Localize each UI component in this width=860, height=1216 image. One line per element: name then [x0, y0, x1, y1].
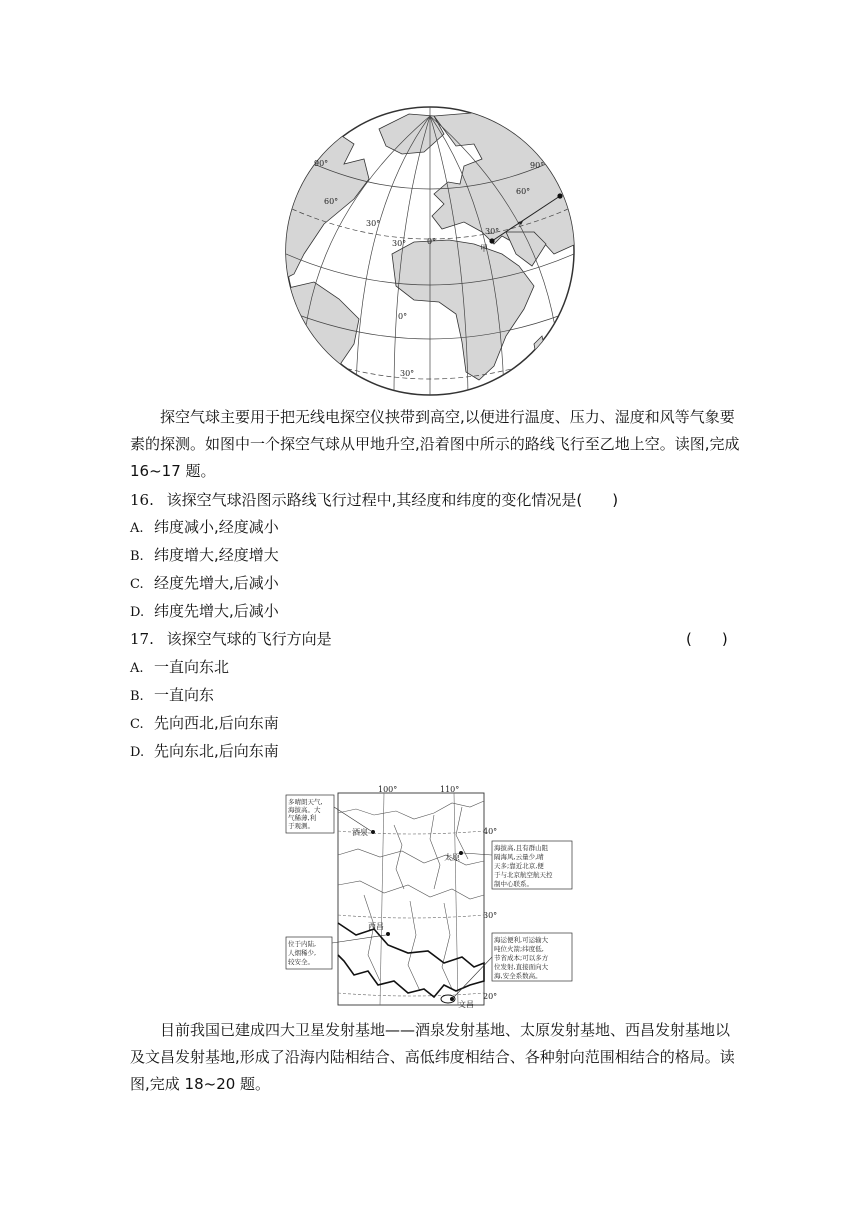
- lon-label-0: 0°: [427, 237, 437, 246]
- xichang-label: 西昌: [368, 922, 384, 931]
- lon-label-110: 110°: [440, 785, 460, 794]
- q17-option-c[interactable]: C. 先向西北,后向东南: [130, 714, 279, 732]
- svg-text:天多;靠近北京,便: 天多;靠近北京,便: [494, 862, 544, 870]
- question-17-number: 17.: [130, 630, 154, 648]
- lat-label-30: 30°: [483, 911, 498, 920]
- question-16-number: 16.: [130, 491, 154, 509]
- equator-label: 0°: [398, 312, 408, 321]
- jiuquan-label: 酒泉: [352, 828, 368, 837]
- question-17-bracket: ( ): [686, 630, 728, 648]
- q17-option-b[interactable]: B. 一直向东: [130, 686, 215, 704]
- lat-label-60-left: 60°: [324, 197, 339, 206]
- lat-label-30b-left: 30°: [392, 239, 407, 248]
- question-16-stem: [130, 487, 618, 513]
- lat-label-20: 20°: [483, 992, 498, 1001]
- lat-label-30-right: 30°: [485, 227, 500, 236]
- svg-text:位发射,直接面向大: 位发射,直接面向大: [494, 963, 549, 971]
- svg-text:隔海风,云量少,晴: 隔海风,云量少,晴: [494, 853, 544, 861]
- q16-option-d[interactable]: D. 纬度先增大,后减小: [130, 602, 279, 620]
- taiyuan-label: 太原: [444, 853, 460, 862]
- lat-label-40: 40°: [483, 827, 498, 836]
- question-17-stem: [130, 626, 332, 652]
- svg-text:人烟稀少,: 人烟稀少,: [288, 949, 317, 957]
- wenchang-label: 文昌: [458, 1000, 474, 1009]
- svg-text:海运便利,可运输大: 海运便利,可运输大: [494, 936, 549, 944]
- lat-label-30-left: 30°: [366, 219, 381, 228]
- svg-text:海拔高。大: 海拔高。大: [288, 806, 321, 814]
- lat-label-90-left: 90°: [314, 159, 329, 168]
- svg-text:节省成本;可以多方: 节省成本;可以多方: [494, 954, 549, 962]
- svg-text:多晴朗天气,: 多晴朗天气,: [288, 798, 323, 806]
- svg-text:制中心联系。: 制中心联系。: [494, 880, 533, 888]
- point-jia-label: 甲: [480, 244, 488, 253]
- south-30-label: 30°: [400, 369, 415, 378]
- passage-2: 目前我国已建成四大卫星发射基地——酒泉发射基地、太原发射基地、西昌发射基地以及文昌发射基地,形成了沿海内陆相结合、高低纬度相结合、各种射向范围相结合的格局。读图,完成 18~20 题。: [130, 1021, 735, 1093]
- globe-figure: [284, 104, 576, 398]
- svg-text:气稀薄,利: 气稀薄,利: [288, 814, 317, 822]
- svg-text:海,安全系数高。: 海,安全系数高。: [494, 972, 542, 980]
- question-17-text: 该探空气球的飞行方向是: [166, 630, 332, 648]
- svg-text:于与北京航空航天控: 于与北京航空航天控: [494, 871, 553, 879]
- svg-text:于观测。: 于观测。: [288, 822, 314, 830]
- question-16-text: 该探空气球沿图示路线飞行过程中,其经度和纬度的变化情况是( ): [166, 491, 619, 509]
- q16-option-c[interactable]: C. 经度先增大,后减小: [130, 574, 279, 592]
- svg-text:吨位火箭;纬度低,: 吨位火箭;纬度低,: [494, 945, 544, 953]
- china-launch-map: [284, 785, 576, 1011]
- svg-text:较安全。: 较安全。: [288, 958, 314, 966]
- q17-option-d[interactable]: D. 先向东北,后向东南: [130, 742, 279, 760]
- lat-label-90-right: 90°: [530, 161, 545, 170]
- lon-label-100: 100°: [378, 785, 398, 794]
- lat-label-60-right: 60°: [516, 187, 531, 196]
- svg-text:位于内陆,: 位于内陆,: [288, 940, 317, 948]
- q17-option-a[interactable]: A. 一直向东北: [130, 658, 230, 676]
- svg-text:海拔高,且有群山阻: 海拔高,且有群山阻: [494, 844, 549, 852]
- q16-option-a[interactable]: A. 纬度减小,经度减小: [130, 518, 279, 536]
- passage-1: 探空气球主要用于把无线电探空仪挟带到高空,以便进行温度、压力、湿度和风等气象要素的探测。如图中一个探空气球从甲地升空,沿着图中所示的路线飞行至乙地上空。读图,完成 16~17 题。: [130, 408, 740, 480]
- q16-option-b[interactable]: B. 纬度增大,经度增大: [130, 546, 279, 564]
